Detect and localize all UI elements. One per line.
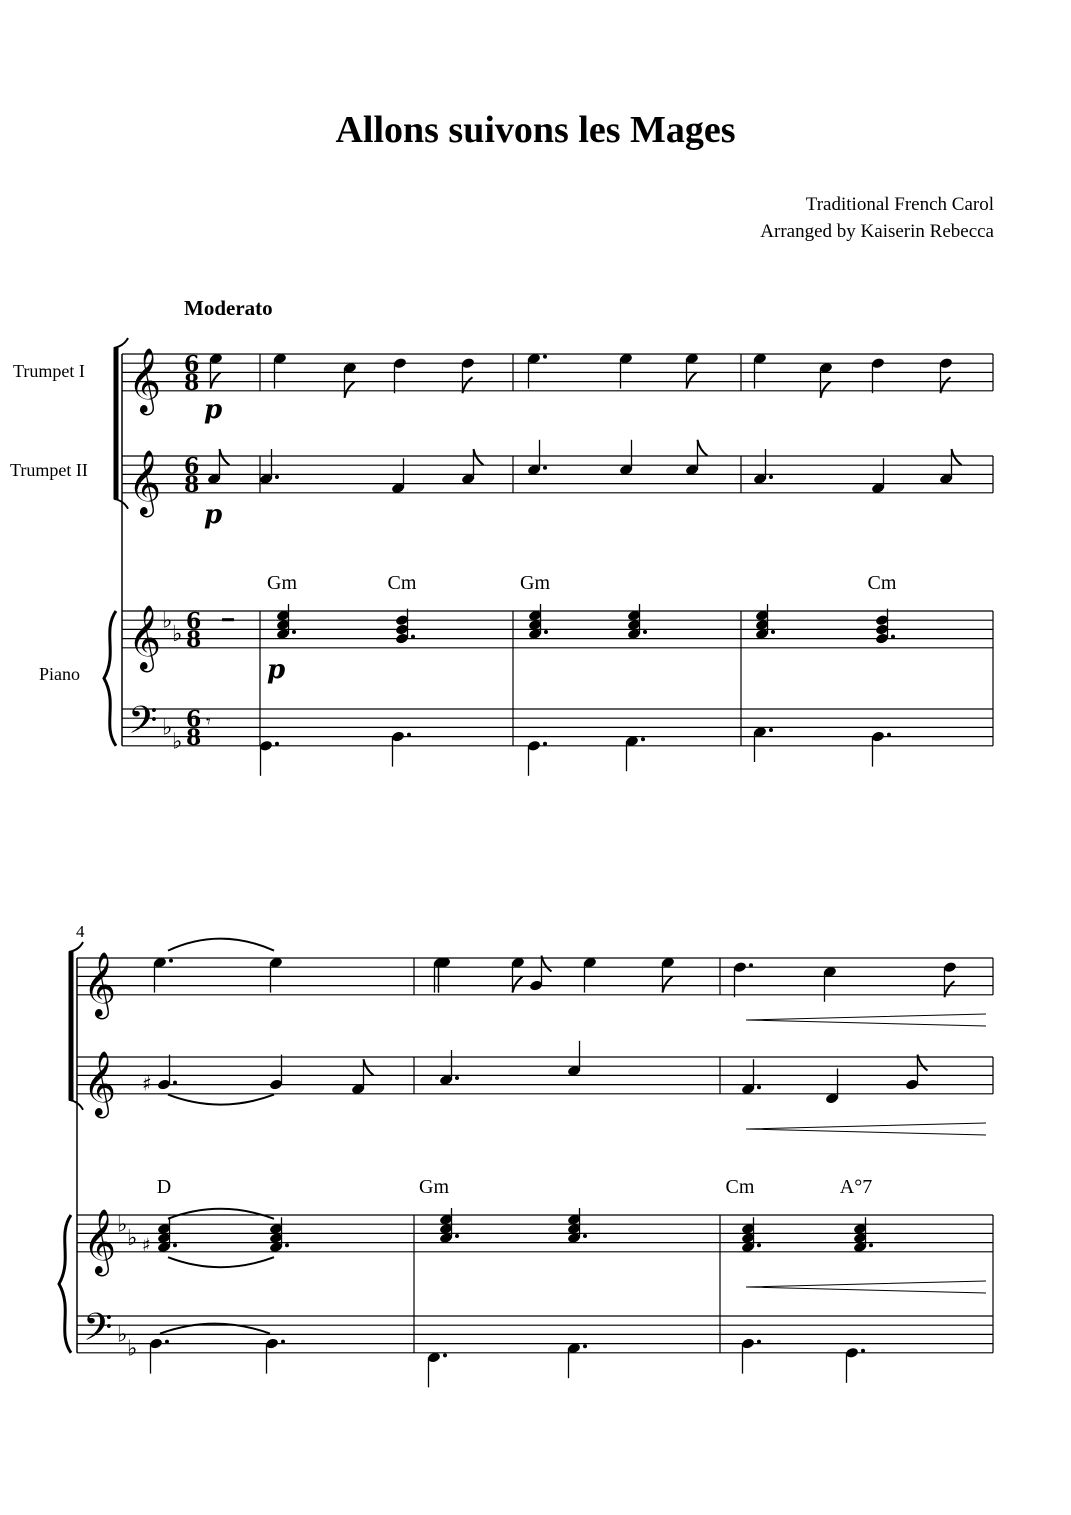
- note-dot: [544, 630, 548, 634]
- measure-number: 4: [76, 922, 85, 941]
- composer-credit: Traditional French Carol: [805, 194, 994, 215]
- treble-clef: 𝄞: [83, 1208, 117, 1274]
- instrument-name-trumpet-2: Trumpet II: [10, 460, 88, 480]
- dynamic-piano: p: [204, 500, 223, 530]
- dynamic-piano: p: [204, 395, 223, 425]
- expression-marks: [76, 395, 986, 1293]
- chord-symbol: A°7: [839, 1176, 873, 1198]
- dynamic-piano: p: [267, 655, 286, 685]
- chord-symbol: Gm: [267, 572, 297, 594]
- chord-symbol: Cm: [387, 572, 417, 594]
- note-dot: [169, 959, 173, 963]
- note-dot: [543, 355, 547, 359]
- note-flag: [821, 382, 831, 398]
- note-dot: [285, 1243, 289, 1247]
- flat-sign: ♭: [117, 1322, 128, 1348]
- time-sig-denominator: 8: [186, 724, 202, 751]
- chord-symbol: Cm: [725, 1176, 755, 1198]
- bass-clef: 𝄢: [128, 697, 158, 752]
- tempo-marking: Moderato: [184, 296, 273, 320]
- note-flag: [687, 373, 697, 389]
- note-dot: [757, 1243, 761, 1247]
- note-dot: [455, 1234, 459, 1238]
- chord-symbol: D: [156, 1176, 172, 1198]
- chord-symbol: Gm: [520, 572, 550, 594]
- note-dot: [275, 475, 279, 479]
- tie: [168, 1257, 274, 1267]
- note-dot: [411, 635, 415, 639]
- tie: [168, 939, 274, 951]
- note-flag: [474, 449, 484, 465]
- flat-sign: ♭: [172, 622, 183, 648]
- trumpet-bracket: [114, 348, 118, 499]
- note-dot: [769, 728, 773, 732]
- whole-rest: [222, 618, 234, 621]
- note-flag: [220, 449, 230, 465]
- note-flag: [952, 449, 962, 465]
- note-flag: [211, 373, 221, 389]
- note-dot: [643, 630, 647, 634]
- page-title: Allons suivons les Mages: [335, 109, 736, 151]
- note-dot: [543, 466, 547, 470]
- note-dot: [455, 1076, 459, 1080]
- note-dot: [749, 963, 753, 967]
- note-dot: [641, 737, 645, 741]
- bracket-hook: [114, 499, 128, 509]
- note-flag: [364, 1059, 374, 1075]
- tie: [168, 1209, 274, 1219]
- note-flag: [345, 382, 355, 398]
- note-dot: [583, 1344, 587, 1348]
- trumpet-bracket: [69, 952, 73, 1100]
- notes: [142, 353, 962, 1388]
- chord-symbol: Gm: [419, 1176, 449, 1198]
- bracket-hook: [69, 942, 83, 952]
- time-signatures: [184, 351, 201, 750]
- arranger-credit: Arranged by Kaiserin Rebecca: [760, 221, 994, 242]
- instrument-name-piano: Piano: [39, 664, 81, 684]
- piano-brace: [104, 611, 116, 746]
- note-dot: [407, 733, 411, 737]
- treble-clef: 𝄞: [128, 604, 162, 670]
- note-flag: [663, 977, 673, 993]
- bracket-hook: [114, 338, 128, 348]
- tie: [168, 1095, 274, 1105]
- time-sig-numerator: 6: [184, 453, 200, 480]
- flat-sign: ♭: [162, 608, 173, 634]
- brackets: [59, 338, 128, 1353]
- time-sig-denominator: 8: [186, 626, 202, 653]
- bracket-hook: [69, 1100, 83, 1110]
- instrument-name-trumpet-1: Trumpet I: [13, 361, 85, 381]
- sharp-sign: ♯: [142, 1071, 152, 1096]
- note-dot: [292, 630, 296, 634]
- flat-sign: ♭: [127, 1336, 138, 1362]
- chord-symbol: Cm: [867, 572, 897, 594]
- note-dot: [891, 635, 895, 639]
- note-dot: [443, 1353, 447, 1357]
- flat-sign: ♭: [162, 715, 173, 741]
- piano-brace: [59, 1215, 71, 1353]
- treble-clef: 𝄞: [83, 951, 117, 1017]
- crescendo-hairpin: [746, 1281, 986, 1293]
- note-dot: [771, 630, 775, 634]
- note-dot: [869, 1243, 873, 1247]
- treble-clef: 𝄞: [128, 347, 162, 413]
- note-dot: [173, 1243, 177, 1247]
- crescendo-hairpin: [746, 1014, 986, 1026]
- note-flag: [698, 440, 708, 456]
- eighth-rest: 𝄾: [206, 711, 211, 733]
- note-flag: [513, 977, 523, 993]
- note-dot: [757, 1340, 761, 1344]
- note-dot: [887, 733, 891, 737]
- note-dot: [281, 1340, 285, 1344]
- treble-clef: 𝄞: [128, 449, 162, 515]
- time-sig-numerator: 6: [186, 608, 202, 635]
- flat-sign: ♭: [172, 729, 183, 755]
- crescendo-hairpin: [746, 1123, 986, 1135]
- note-dot: [769, 475, 773, 479]
- note-dot: [543, 742, 547, 746]
- bass-clef: 𝄢: [83, 1304, 113, 1359]
- note-dot: [861, 1349, 865, 1353]
- sharp-sign: ♯: [142, 1235, 151, 1257]
- note-dot: [275, 742, 279, 746]
- treble-clef: 𝄞: [83, 1050, 117, 1116]
- time-sig-numerator: 6: [186, 706, 202, 733]
- time-sig-numerator: 6: [184, 351, 200, 378]
- note-dot: [173, 1081, 177, 1085]
- time-sig-denominator: 8: [184, 369, 200, 396]
- flat-sign: ♭: [117, 1212, 128, 1238]
- note-dot: [583, 1234, 587, 1238]
- note-dot: [757, 1085, 761, 1089]
- flat-sign: ♭: [127, 1226, 138, 1252]
- note-dot: [165, 1340, 169, 1344]
- time-sig-denominator: 8: [184, 471, 200, 498]
